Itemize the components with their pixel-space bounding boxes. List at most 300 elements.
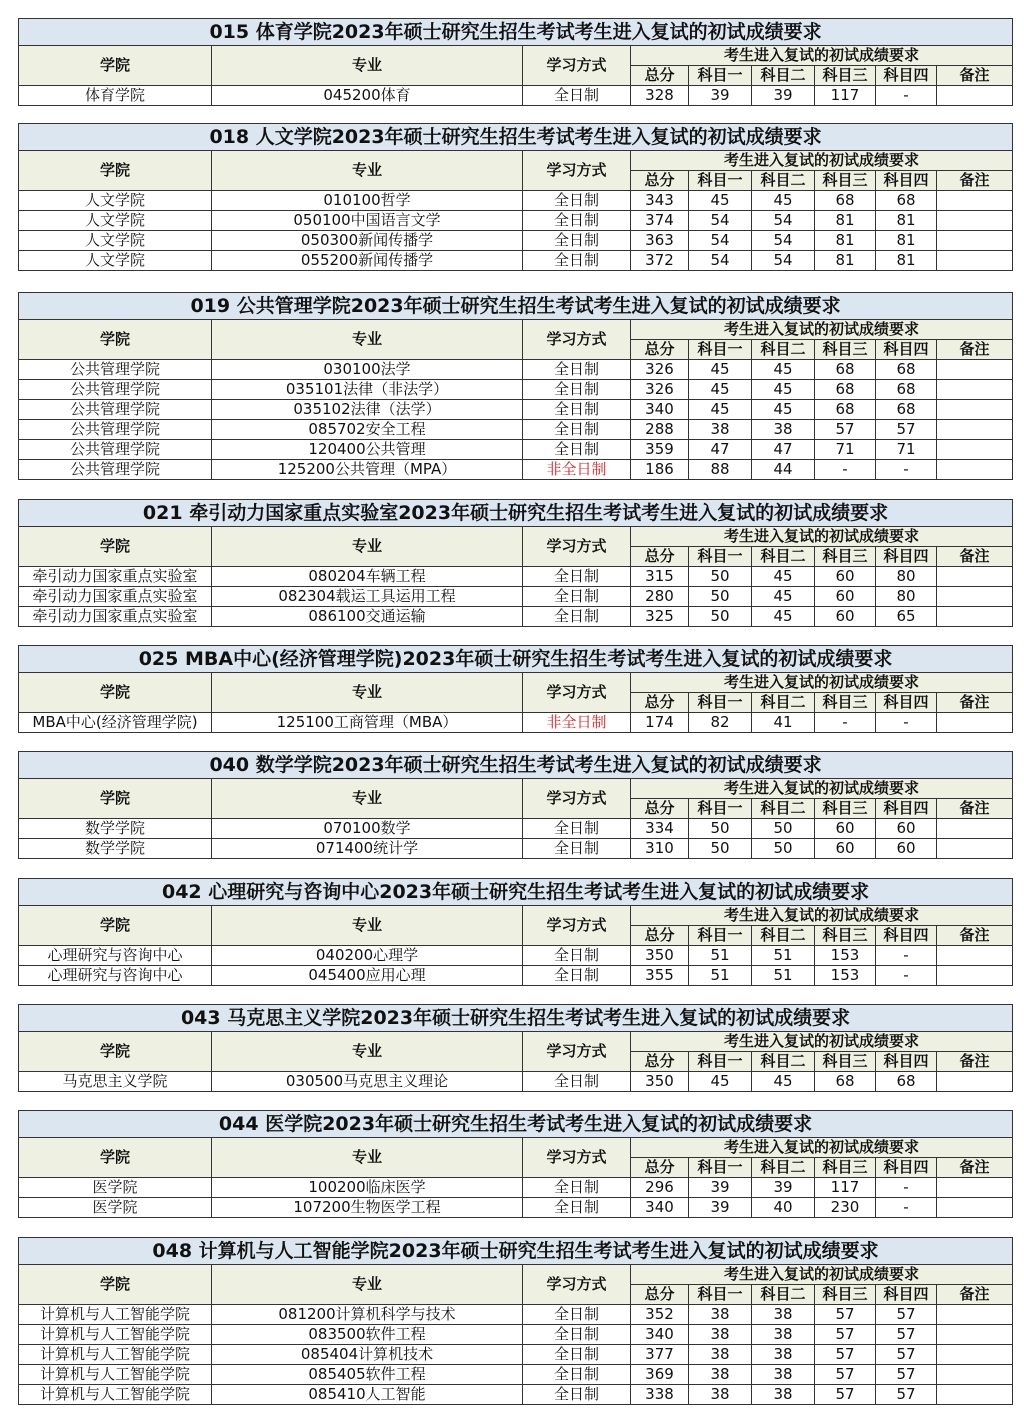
- cell-major: 085404计算机技术: [212, 1345, 523, 1365]
- cell-note: [937, 1345, 1013, 1365]
- cell-subject-1: 45: [689, 191, 752, 211]
- header-subject-3: 科目三: [815, 340, 876, 360]
- cell-subject-4: -: [876, 1178, 937, 1198]
- header-major: 专业: [212, 673, 523, 713]
- cell-subject-2: 38: [752, 1345, 815, 1365]
- cell-college: 公共管理学院: [19, 420, 212, 440]
- table-row: [19, 380, 1013, 400]
- cell-major: 080204车辆工程: [212, 567, 523, 587]
- score-table: [18, 292, 1013, 480]
- cell-subject-2: 45: [752, 567, 815, 587]
- cell-subject-1: 38: [689, 1345, 752, 1365]
- cell-subject-2: 45: [752, 380, 815, 400]
- cell-total: 359: [631, 440, 689, 460]
- section-title: 040 数学学院2023年硕士研究生招生考试考生进入复试的初试成绩要求: [19, 752, 1013, 779]
- cell-mode: 全日制: [523, 231, 631, 251]
- cell-total: 355: [631, 966, 689, 986]
- cell-total: 288: [631, 420, 689, 440]
- cell-subject-2: 54: [752, 231, 815, 251]
- cell-major: 120400公共管理: [212, 440, 523, 460]
- cell-mode: 全日制: [523, 191, 631, 211]
- cell-college: 牵引动力国家重点实验室: [19, 587, 212, 607]
- cell-college: 公共管理学院: [19, 360, 212, 380]
- cell-subject-2: 54: [752, 211, 815, 231]
- cell-subject-2: 38: [752, 1325, 815, 1345]
- header-college: 学院: [19, 1138, 212, 1178]
- cell-subject-3: 68: [815, 360, 876, 380]
- header-mode: 学习方式: [523, 527, 631, 567]
- cell-major: 045400应用心理: [212, 966, 523, 986]
- cell-major: 030500马克思主义理论: [212, 1072, 523, 1092]
- cell-subject-4: 57: [876, 1345, 937, 1365]
- header-subject-4: 科目四: [876, 1285, 937, 1305]
- header-note: 备注: [937, 1052, 1013, 1072]
- score-table: [18, 1004, 1013, 1092]
- cell-college: MBA中心(经济管理学院): [19, 713, 212, 733]
- header-subject-2: 科目二: [752, 66, 815, 86]
- section-title: 019 公共管理学院2023年硕士研究生招生考试考生进入复试的初试成绩要求: [19, 293, 1013, 320]
- header-total: 总分: [631, 799, 689, 819]
- cell-subject-1: 45: [689, 360, 752, 380]
- cell-total: 280: [631, 587, 689, 607]
- table-row: [19, 460, 1013, 480]
- header-total: 总分: [631, 1285, 689, 1305]
- cell-subject-4: 65: [876, 607, 937, 627]
- cell-major: 071400统计学: [212, 839, 523, 859]
- cell-college: 医学院: [19, 1198, 212, 1218]
- header-total: 总分: [631, 171, 689, 191]
- cell-subject-4: 68: [876, 1072, 937, 1092]
- cell-subject-4: 81: [876, 231, 937, 251]
- cell-college: 公共管理学院: [19, 440, 212, 460]
- cell-college: 医学院: [19, 1178, 212, 1198]
- header-total: 总分: [631, 693, 689, 713]
- cell-subject-3: 60: [815, 587, 876, 607]
- table-row: [19, 191, 1013, 211]
- cell-subject-2: 38: [752, 1365, 815, 1385]
- cell-subject-2: 51: [752, 946, 815, 966]
- header-subject-3: 科目三: [815, 799, 876, 819]
- cell-college: 计算机与人工智能学院: [19, 1305, 212, 1325]
- cell-subject-3: 68: [815, 191, 876, 211]
- cell-subject-3: 230: [815, 1198, 876, 1218]
- cell-mode: 非全日制: [523, 460, 631, 480]
- cell-major: 035101法律（非法学）: [212, 380, 523, 400]
- cell-subject-4: 68: [876, 400, 937, 420]
- cell-subject-1: 39: [689, 1178, 752, 1198]
- header-college: 学院: [19, 779, 212, 819]
- cell-subject-4: -: [876, 1198, 937, 1218]
- cell-mode: 全日制: [523, 946, 631, 966]
- cell-subject-3: 117: [815, 86, 876, 106]
- header-note: 备注: [937, 693, 1013, 713]
- table-row: [19, 839, 1013, 859]
- cell-note: [937, 587, 1013, 607]
- cell-subject-3: 153: [815, 946, 876, 966]
- cell-total: 334: [631, 819, 689, 839]
- cell-note: [937, 607, 1013, 627]
- cell-total: 338: [631, 1385, 689, 1405]
- table-row: [19, 400, 1013, 420]
- cell-subject-1: 54: [689, 231, 752, 251]
- section-title: 044 医学院2023年硕士研究生招生考试考生进入复试的初试成绩要求: [19, 1111, 1013, 1138]
- cell-total: 326: [631, 380, 689, 400]
- cell-major: 045200体育: [212, 86, 523, 106]
- cell-subject-1: 38: [689, 1305, 752, 1325]
- cell-subject-4: -: [876, 713, 937, 733]
- cell-major: 082304载运工具运用工程: [212, 587, 523, 607]
- cell-subject-4: 81: [876, 211, 937, 231]
- cell-subject-4: 81: [876, 251, 937, 271]
- cell-mode: 全日制: [523, 211, 631, 231]
- cell-subject-4: 80: [876, 567, 937, 587]
- cell-subject-4: 68: [876, 380, 937, 400]
- cell-subject-3: 81: [815, 251, 876, 271]
- cell-note: [937, 1305, 1013, 1325]
- cell-subject-2: 45: [752, 360, 815, 380]
- cell-subject-3: 81: [815, 231, 876, 251]
- header-subject-1: 科目一: [689, 799, 752, 819]
- cell-subject-4: 60: [876, 819, 937, 839]
- section-title: 025 MBA中心(经济管理学院)2023年硕士研究生招生考试考生进入复试的初试成绩要求: [19, 646, 1013, 673]
- cell-note: [937, 211, 1013, 231]
- cell-subject-2: 50: [752, 819, 815, 839]
- cell-mode: 全日制: [523, 360, 631, 380]
- cell-subject-1: 50: [689, 587, 752, 607]
- cell-college: 公共管理学院: [19, 400, 212, 420]
- cell-subject-2: 40: [752, 1198, 815, 1218]
- header-major: 专业: [212, 779, 523, 819]
- cell-note: [937, 380, 1013, 400]
- cell-subject-3: 68: [815, 380, 876, 400]
- cell-mode: 全日制: [523, 440, 631, 460]
- header-total: 总分: [631, 1052, 689, 1072]
- cell-major: 050100中国语言文学: [212, 211, 523, 231]
- cell-major: 040200心理学: [212, 946, 523, 966]
- score-table: [18, 1237, 1013, 1405]
- header-mode: 学习方式: [523, 906, 631, 946]
- cell-total: 310: [631, 839, 689, 859]
- cell-college: 公共管理学院: [19, 460, 212, 480]
- header-mode: 学习方式: [523, 151, 631, 191]
- cell-mode: 全日制: [523, 567, 631, 587]
- cell-mode: 全日制: [523, 587, 631, 607]
- header-note: 备注: [937, 1285, 1013, 1305]
- header-subject-1: 科目一: [689, 171, 752, 191]
- header-major: 专业: [212, 151, 523, 191]
- cell-subject-1: 50: [689, 567, 752, 587]
- score-table: [18, 1110, 1013, 1218]
- cell-subject-1: 45: [689, 380, 752, 400]
- table-row: [19, 1305, 1013, 1325]
- cell-subject-2: 38: [752, 1385, 815, 1405]
- cell-major: 010100哲学: [212, 191, 523, 211]
- header-subject-3: 科目三: [815, 1158, 876, 1178]
- header-subject-2: 科目二: [752, 1052, 815, 1072]
- score-section: [18, 1004, 1012, 1092]
- cell-subject-4: -: [876, 946, 937, 966]
- header-subject-1: 科目一: [689, 340, 752, 360]
- cell-note: [937, 713, 1013, 733]
- header-mode: 学习方式: [523, 1265, 631, 1305]
- table-row: [19, 86, 1013, 106]
- header-subject-2: 科目二: [752, 547, 815, 567]
- cell-college: 人文学院: [19, 191, 212, 211]
- cell-subject-3: 117: [815, 1178, 876, 1198]
- section-title: 021 牵引动力国家重点实验室2023年硕士研究生招生考试考生进入复试的初试成绩要求: [19, 500, 1013, 527]
- header-requirements: 考生进入复试的初试成绩要求: [631, 1138, 1013, 1158]
- cell-subject-3: 60: [815, 819, 876, 839]
- cell-college: 心理研究与咨询中心: [19, 946, 212, 966]
- score-table: [18, 645, 1013, 733]
- header-subject-2: 科目二: [752, 340, 815, 360]
- section-title: 042 心理研究与咨询中心2023年硕士研究生招生考试考生进入复试的初试成绩要求: [19, 879, 1013, 906]
- header-subject-4: 科目四: [876, 926, 937, 946]
- header-note: 备注: [937, 799, 1013, 819]
- cell-mode: 全日制: [523, 819, 631, 839]
- cell-subject-1: 38: [689, 1365, 752, 1385]
- cell-mode: 全日制: [523, 1198, 631, 1218]
- cell-subject-1: 54: [689, 211, 752, 231]
- cell-subject-2: 38: [752, 420, 815, 440]
- header-college: 学院: [19, 151, 212, 191]
- cell-note: [937, 1198, 1013, 1218]
- header-major: 专业: [212, 1032, 523, 1072]
- cell-college: 人文学院: [19, 211, 212, 231]
- cell-subject-2: 38: [752, 1305, 815, 1325]
- cell-subject-1: 50: [689, 607, 752, 627]
- cell-subject-1: 47: [689, 440, 752, 460]
- cell-note: [937, 966, 1013, 986]
- cell-major: 030100法学: [212, 360, 523, 380]
- table-row: [19, 360, 1013, 380]
- cell-mode: 全日制: [523, 400, 631, 420]
- header-subject-2: 科目二: [752, 926, 815, 946]
- score-table: [18, 751, 1013, 859]
- table-row: [19, 420, 1013, 440]
- cell-subject-1: 82: [689, 713, 752, 733]
- cell-subject-4: -: [876, 460, 937, 480]
- score-section: [18, 123, 1012, 271]
- header-requirements: 考生进入复试的初试成绩要求: [631, 151, 1013, 171]
- header-college: 学院: [19, 1265, 212, 1305]
- cell-total: 343: [631, 191, 689, 211]
- score-section: [18, 499, 1012, 627]
- cell-major: 050300新闻传播学: [212, 231, 523, 251]
- cell-subject-1: 45: [689, 400, 752, 420]
- header-total: 总分: [631, 926, 689, 946]
- cell-mode: 全日制: [523, 966, 631, 986]
- cell-mode: 非全日制: [523, 713, 631, 733]
- cell-mode: 全日制: [523, 380, 631, 400]
- score-table: [18, 499, 1013, 627]
- cell-major: 125100工商管理（MBA）: [212, 713, 523, 733]
- header-subject-3: 科目三: [815, 693, 876, 713]
- score-section: [18, 645, 1012, 733]
- cell-total: 374: [631, 211, 689, 231]
- header-total: 总分: [631, 340, 689, 360]
- cell-note: [937, 251, 1013, 271]
- score-section: [18, 18, 1012, 106]
- cell-subject-1: 54: [689, 251, 752, 271]
- cell-subject-1: 51: [689, 966, 752, 986]
- cell-major: 055200新闻传播学: [212, 251, 523, 271]
- header-requirements: 考生进入复试的初试成绩要求: [631, 1032, 1013, 1052]
- header-subject-1: 科目一: [689, 1158, 752, 1178]
- score-section: [18, 878, 1012, 986]
- cell-major: 083500软件工程: [212, 1325, 523, 1345]
- score-table: [18, 878, 1013, 986]
- cell-note: [937, 231, 1013, 251]
- cell-subject-4: 57: [876, 1365, 937, 1385]
- cell-total: 363: [631, 231, 689, 251]
- cell-total: 328: [631, 86, 689, 106]
- cell-subject-4: 68: [876, 360, 937, 380]
- cell-subject-2: 41: [752, 713, 815, 733]
- header-subject-3: 科目三: [815, 171, 876, 191]
- cell-college: 心理研究与咨询中心: [19, 966, 212, 986]
- cell-note: [937, 839, 1013, 859]
- cell-subject-4: 71: [876, 440, 937, 460]
- cell-note: [937, 1365, 1013, 1385]
- table-row: [19, 1365, 1013, 1385]
- header-total: 总分: [631, 66, 689, 86]
- cell-subject-3: 57: [815, 1365, 876, 1385]
- table-row: [19, 1072, 1013, 1092]
- cell-subject-3: -: [815, 460, 876, 480]
- header-requirements: 考生进入复试的初试成绩要求: [631, 906, 1013, 926]
- cell-major: 035102法律（法学）: [212, 400, 523, 420]
- cell-major: 085410人工智能: [212, 1385, 523, 1405]
- cell-major: 070100数学: [212, 819, 523, 839]
- cell-total: 326: [631, 360, 689, 380]
- cell-subject-4: -: [876, 86, 937, 106]
- cell-major: 100200临床医学: [212, 1178, 523, 1198]
- table-row: [19, 251, 1013, 271]
- cell-total: 186: [631, 460, 689, 480]
- cell-subject-2: 45: [752, 400, 815, 420]
- cell-note: [937, 440, 1013, 460]
- cell-mode: 全日制: [523, 420, 631, 440]
- cell-college: 体育学院: [19, 86, 212, 106]
- header-mode: 学习方式: [523, 46, 631, 86]
- cell-college: 人文学院: [19, 251, 212, 271]
- cell-total: 340: [631, 400, 689, 420]
- section-title: 018 人文学院2023年硕士研究生招生考试考生进入复试的初试成绩要求: [19, 124, 1013, 151]
- cell-mode: 全日制: [523, 839, 631, 859]
- table-row: [19, 1385, 1013, 1405]
- header-subject-4: 科目四: [876, 340, 937, 360]
- header-subject-3: 科目三: [815, 926, 876, 946]
- header-mode: 学习方式: [523, 1138, 631, 1178]
- score-table: [18, 123, 1013, 271]
- header-requirements: 考生进入复试的初试成绩要求: [631, 1265, 1013, 1285]
- cell-subject-1: 50: [689, 819, 752, 839]
- header-college: 学院: [19, 906, 212, 946]
- cell-subject-3: 71: [815, 440, 876, 460]
- header-subject-2: 科目二: [752, 799, 815, 819]
- cell-major: 125200公共管理（MPA）: [212, 460, 523, 480]
- cell-total: 369: [631, 1365, 689, 1385]
- cell-note: [937, 567, 1013, 587]
- cell-note: [937, 460, 1013, 480]
- cell-subject-4: -: [876, 966, 937, 986]
- score-section: [18, 1110, 1012, 1218]
- header-subject-1: 科目一: [689, 693, 752, 713]
- cell-college: 计算机与人工智能学院: [19, 1365, 212, 1385]
- header-subject-2: 科目二: [752, 171, 815, 191]
- header-major: 专业: [212, 906, 523, 946]
- cell-college: 人文学院: [19, 231, 212, 251]
- header-college: 学院: [19, 527, 212, 567]
- cell-subject-4: 57: [876, 1385, 937, 1405]
- header-mode: 学习方式: [523, 673, 631, 713]
- cell-subject-3: 57: [815, 1325, 876, 1345]
- header-requirements: 考生进入复试的初试成绩要求: [631, 46, 1013, 66]
- header-subject-4: 科目四: [876, 1052, 937, 1072]
- table-row: [19, 1325, 1013, 1345]
- header-subject-4: 科目四: [876, 171, 937, 191]
- cell-note: [937, 1385, 1013, 1405]
- cell-mode: 全日制: [523, 1325, 631, 1345]
- cell-subject-4: 57: [876, 1305, 937, 1325]
- cell-major: 081200计算机科学与技术: [212, 1305, 523, 1325]
- header-subject-3: 科目三: [815, 1285, 876, 1305]
- cell-college: 计算机与人工智能学院: [19, 1385, 212, 1405]
- header-subject-3: 科目三: [815, 66, 876, 86]
- table-row: [19, 713, 1013, 733]
- header-subject-4: 科目四: [876, 693, 937, 713]
- cell-subject-1: 39: [689, 86, 752, 106]
- header-subject-2: 科目二: [752, 1158, 815, 1178]
- cell-major: 085405软件工程: [212, 1365, 523, 1385]
- header-mode: 学习方式: [523, 779, 631, 819]
- cell-major: 085702安全工程: [212, 420, 523, 440]
- cell-college: 公共管理学院: [19, 380, 212, 400]
- header-total: 总分: [631, 1158, 689, 1178]
- cell-total: 372: [631, 251, 689, 271]
- cell-note: [937, 400, 1013, 420]
- header-subject-4: 科目四: [876, 799, 937, 819]
- header-subject-1: 科目一: [689, 926, 752, 946]
- header-subject-4: 科目四: [876, 547, 937, 567]
- cell-subject-4: 80: [876, 587, 937, 607]
- cell-total: 174: [631, 713, 689, 733]
- cell-mode: 全日制: [523, 1072, 631, 1092]
- header-note: 备注: [937, 171, 1013, 191]
- cell-mode: 全日制: [523, 1365, 631, 1385]
- cell-subject-1: 50: [689, 839, 752, 859]
- cell-total: 315: [631, 567, 689, 587]
- cell-subject-1: 51: [689, 946, 752, 966]
- cell-subject-3: 57: [815, 1305, 876, 1325]
- cell-total: 340: [631, 1325, 689, 1345]
- score-section: [18, 1237, 1012, 1405]
- cell-subject-2: 54: [752, 251, 815, 271]
- cell-subject-3: 57: [815, 1345, 876, 1365]
- header-requirements: 考生进入复试的初试成绩要求: [631, 779, 1013, 799]
- cell-subject-1: 38: [689, 1325, 752, 1345]
- cell-subject-3: 60: [815, 567, 876, 587]
- cell-subject-3: 81: [815, 211, 876, 231]
- cell-note: [937, 360, 1013, 380]
- cell-subject-2: 51: [752, 966, 815, 986]
- cell-college: 马克思主义学院: [19, 1072, 212, 1092]
- score-section: [18, 751, 1012, 859]
- header-subject-4: 科目四: [876, 1158, 937, 1178]
- table-row: [19, 1198, 1013, 1218]
- cell-college: 计算机与人工智能学院: [19, 1325, 212, 1345]
